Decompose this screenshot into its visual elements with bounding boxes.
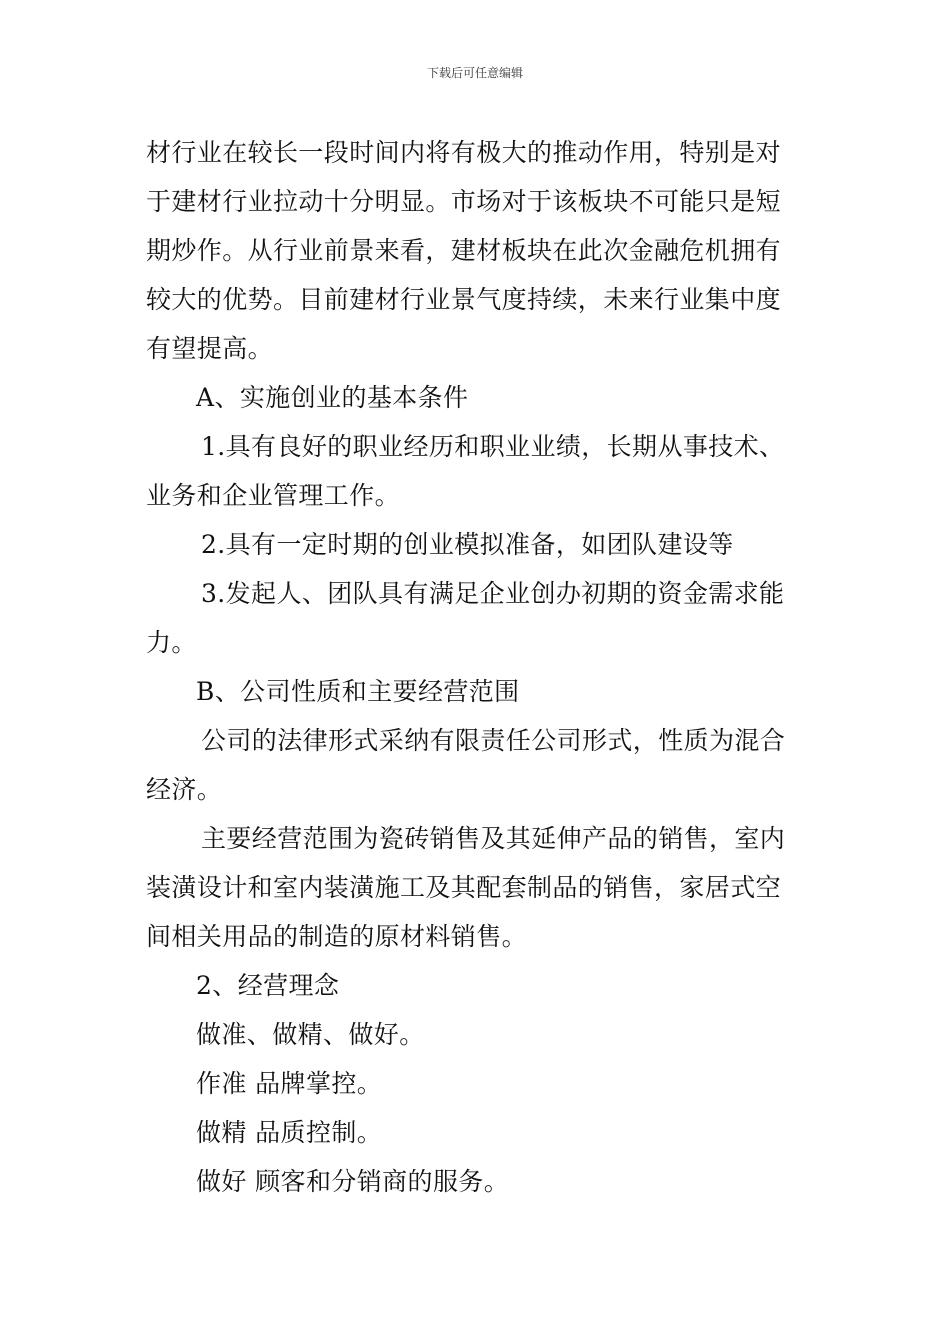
- list-item-1: 1.具有良好的职业经历和职业业绩，长期从事技术、: [201, 432, 785, 461]
- paragraph-line: 公司的法律形式采纳有限责任公司形式，性质为混合: [201, 726, 786, 755]
- paragraph-line: 有望提高。: [146, 334, 274, 363]
- section-heading-b: B、公司性质和主要经营范围: [196, 677, 520, 706]
- paragraph-line: 主要经营范围为瓷砖销售及其延伸产品的销售，室内: [201, 824, 786, 853]
- philosophy-line: 做好 顾客和分销商的服务。: [196, 1167, 510, 1196]
- document-body: [146, 128, 811, 1206]
- list-item-2: 2.具有一定时期的创业模拟准备，如团队建设等: [201, 530, 734, 559]
- philosophy-line: 作准 品牌掌控。: [196, 1069, 383, 1098]
- paragraph-line: 期炒作。从行业前景来看，建材板块在此次金融危机拥有: [146, 236, 782, 265]
- paragraph-line: 材行业在较长一段时间内将有极大的推动作用，特别是对: [146, 138, 782, 167]
- paragraph-line: 装潢设计和室内装潢施工及其配套制品的销售，家居式空: [146, 873, 782, 902]
- section-heading-a: A、实施创业的基本条件: [196, 383, 469, 412]
- paragraph-line: 业务和企业管理工作。: [146, 481, 401, 510]
- paragraph-line: 较大的优势。目前建材行业景气度持续，未来行业集中度: [146, 285, 782, 314]
- paragraph-line: 经济。: [146, 775, 223, 804]
- page-header-note: 下载后可任意编辑: [426, 66, 523, 80]
- philosophy-line: 做准、做精、做好。: [196, 1020, 425, 1049]
- paragraph-line: 于建材行业拉动十分明显。市场对于该板块不可能只是短: [146, 187, 782, 216]
- list-item-3: 3.发起人、团队具有满足企业创办初期的资金需求能: [201, 579, 785, 608]
- philosophy-line: 做精 品质控制。: [196, 1118, 383, 1147]
- paragraph-line: 间相关用品的制造的原材料销售。: [146, 922, 528, 951]
- section-heading-2: 2、经营理念: [196, 971, 340, 1000]
- paragraph-line: 力。: [146, 628, 197, 657]
